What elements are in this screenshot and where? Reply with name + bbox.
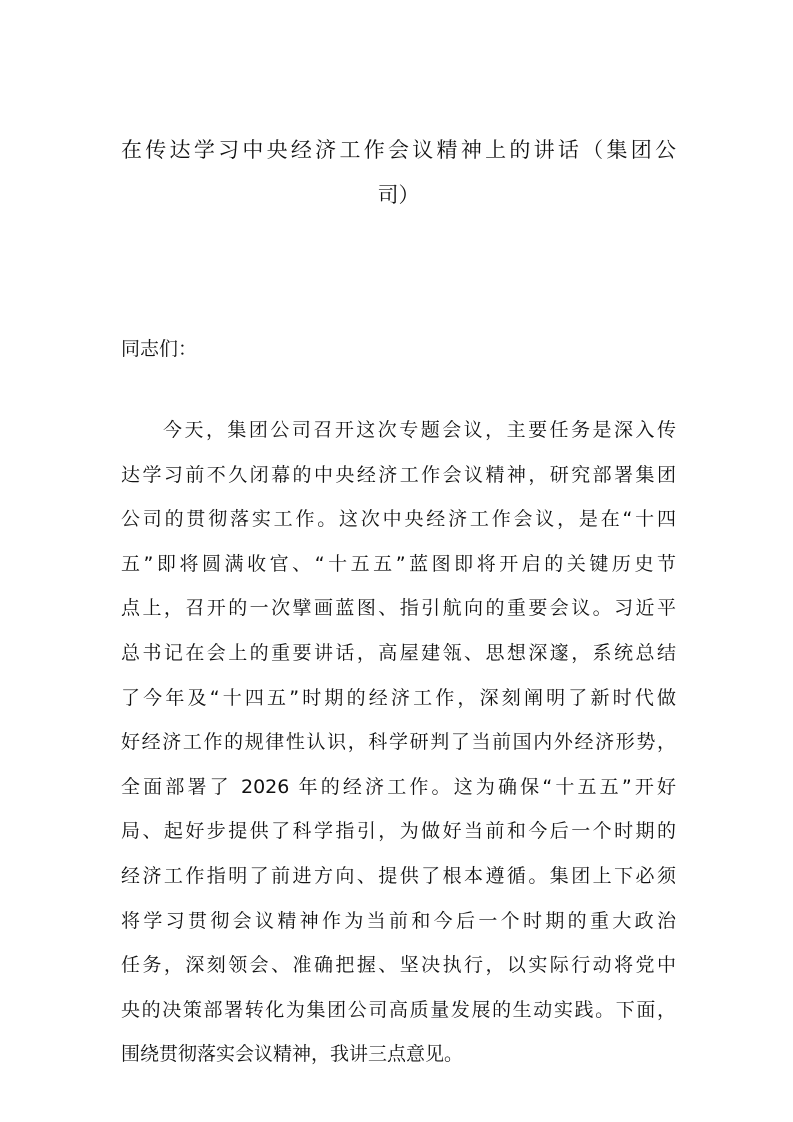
paragraph-line: 五”即将圆满收官、“十五五”蓝图即将开启的关键历史节	[121, 552, 676, 575]
paragraph-line: 点上，召开的一次擘画蓝图、指引航向的重要会议。习近平	[121, 597, 676, 620]
paragraph-line: 今天，集团公司召开这次专题会议，主要任务是深入传	[163, 419, 676, 441]
paragraph-line: 达学习前不久闭幕的中央经济工作会议精神，研究部署集团	[121, 463, 676, 486]
paragraph-line: 将学习贯彻会议精神作为当前和今后一个时期的重大政治	[121, 909, 676, 932]
paragraph-line: 全面部署了 2026 年的经济工作。这为确保“十五五”开好	[121, 775, 676, 798]
paragraph-line: 局、起好步提供了科学指引，为做好当前和今后一个时期的	[121, 820, 676, 843]
title-line: 在传达学习中央经济工作会议精神上的讲话（集团公	[121, 138, 676, 162]
paragraph-line: 了今年及“十四五”时期的经济工作，深刻阐明了新时代做	[121, 686, 676, 709]
paragraph-line: 围绕贯彻落实会议精神，我讲三点意见。	[121, 1043, 464, 1066]
document-title	[121, 128, 676, 218]
paragraph-line: 总书记在会上的重要讲话，高屋建瓴、思想深邃，系统总结	[121, 641, 676, 664]
paragraph-line: 经济工作指明了前进方向、提供了根本遵循。集团上下必须	[121, 864, 676, 887]
paragraph-line: 央的决策部署转化为集团公司高质量发展的生动实践。下面，	[121, 998, 676, 1021]
title-line: 司）	[377, 183, 420, 207]
paragraph-line: 好经济工作的规律性认识，科学研判了当前国内外经济形势，	[121, 731, 676, 754]
body-paragraph	[121, 414, 676, 1083]
salutation: 同志们：	[121, 338, 198, 360]
paragraph-line: 公司的贯彻落实工作。这次中央经济工作会议，是在“十四	[121, 508, 676, 531]
paragraph-line: 任务，深刻领会、准确把握、坚决执行，以实际行动将党中	[121, 954, 676, 977]
